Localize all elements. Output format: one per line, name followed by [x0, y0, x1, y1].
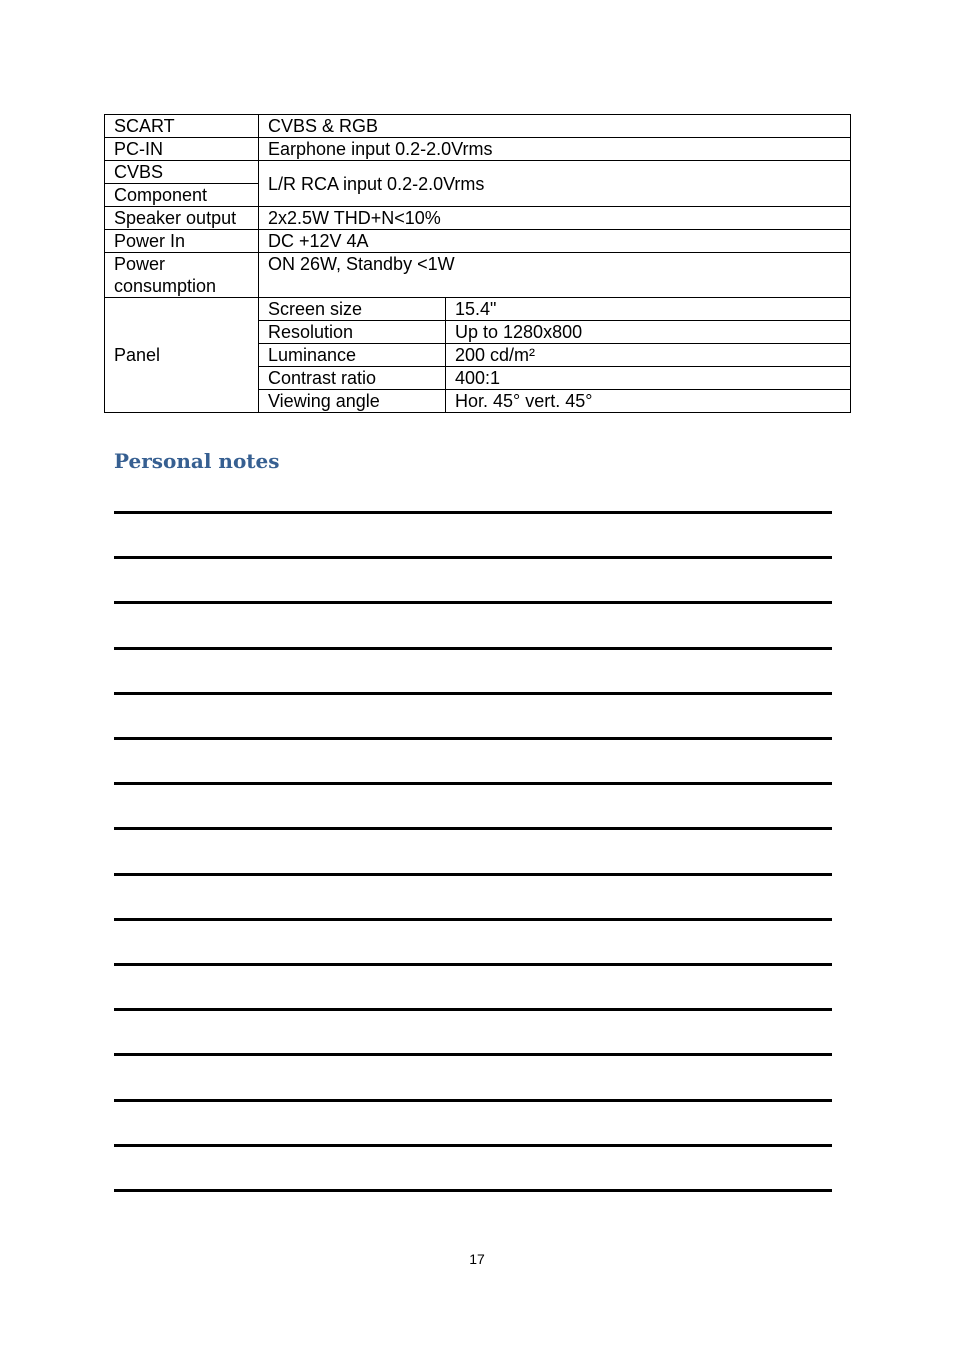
note-line	[114, 1189, 832, 1192]
spec-label: Panel	[105, 298, 259, 413]
panel-spec-value: Up to 1280x800	[446, 321, 851, 344]
note-line	[114, 1053, 832, 1056]
spec-value: ON 26W, Standby <1W	[259, 253, 851, 298]
note-line	[114, 1099, 832, 1102]
spec-value: 2x2.5W THD+N<10%	[259, 207, 851, 230]
note-line	[114, 1008, 832, 1011]
spec-value: DC +12V 4A	[259, 230, 851, 253]
table-row	[105, 138, 851, 161]
table-row	[105, 207, 851, 230]
panel-spec-label: Viewing angle	[259, 390, 446, 413]
note-line	[114, 647, 832, 650]
panel-spec-label: Screen size	[259, 298, 446, 321]
note-line	[114, 918, 832, 921]
spec-value: Earphone input 0.2-2.0Vrms	[259, 138, 851, 161]
panel-spec-value: 200 cd/m²	[446, 344, 851, 367]
panel-spec-label: Resolution	[259, 321, 446, 344]
page-number: 17	[469, 1251, 485, 1267]
table-row	[105, 298, 851, 321]
table-row	[105, 161, 851, 184]
table-row	[105, 253, 851, 298]
spec-value: CVBS & RGB	[259, 115, 851, 138]
note-line	[114, 827, 832, 830]
note-line	[114, 692, 832, 695]
spec-label: Speaker output	[105, 207, 259, 230]
panel-spec-value: 400:1	[446, 367, 851, 390]
spec-label: Component	[105, 184, 259, 207]
panel-spec-value: Hor. 45° vert. 45°	[446, 390, 851, 413]
spec-label: CVBS	[105, 161, 259, 184]
panel-spec-label: Contrast ratio	[259, 367, 446, 390]
note-line	[114, 1144, 832, 1147]
personal-notes-heading: Personal notes	[114, 449, 280, 473]
panel-spec-value: 15.4"	[446, 298, 851, 321]
note-line	[114, 873, 832, 876]
spec-label: SCART	[105, 115, 259, 138]
spec-value: L/R RCA input 0.2-2.0Vrms	[259, 161, 851, 207]
table-row	[105, 115, 851, 138]
panel-spec-label: Luminance	[259, 344, 446, 367]
note-line	[114, 601, 832, 604]
spec-label: Power consumption	[105, 253, 259, 298]
specifications-table	[104, 114, 851, 413]
note-line	[114, 556, 832, 559]
note-line	[114, 782, 832, 785]
table-row	[105, 230, 851, 253]
note-line	[114, 511, 832, 514]
spec-label: PC-IN	[105, 138, 259, 161]
note-line	[114, 963, 832, 966]
spec-label: Power In	[105, 230, 259, 253]
note-line	[114, 737, 832, 740]
